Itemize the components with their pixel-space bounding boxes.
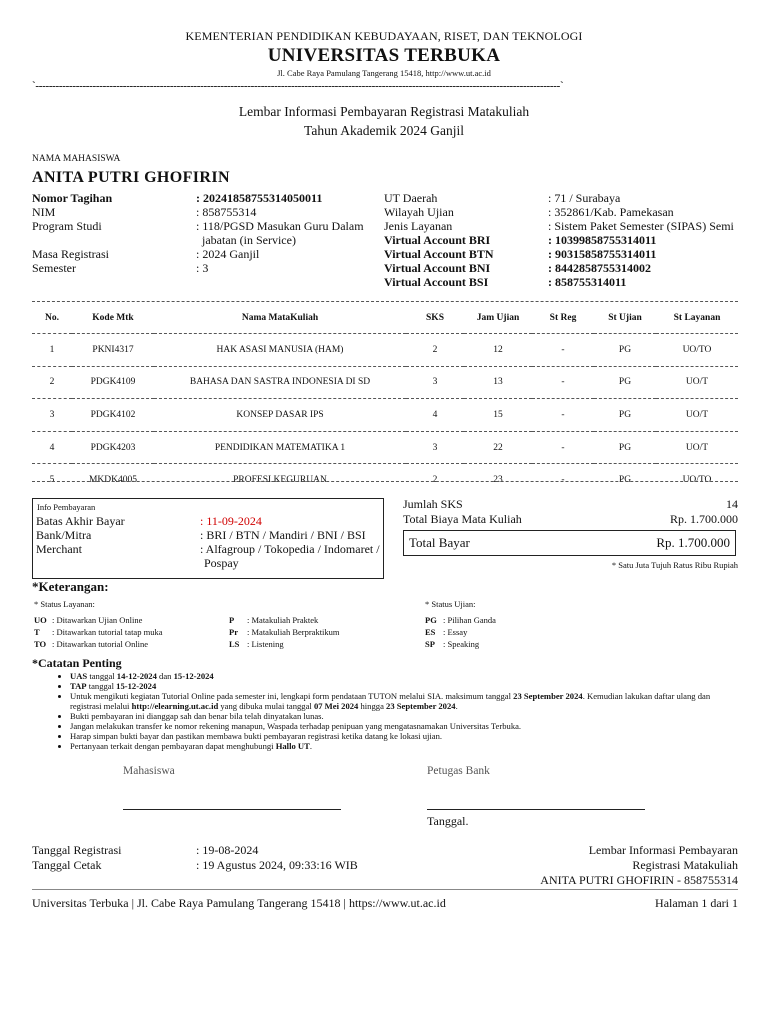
- table-cell: -: [532, 464, 594, 496]
- status-ujian-title: * Status Ujian:: [425, 599, 476, 609]
- legend-item: [229, 614, 340, 626]
- table-cell: 23: [464, 464, 532, 496]
- table-cell: PDGK4109: [72, 366, 154, 399]
- table-cell: -: [532, 431, 594, 464]
- info-row-nim: [32, 205, 372, 219]
- payment-box-title: Info Pembayaran: [37, 502, 96, 512]
- legend-item: [425, 638, 496, 650]
- table-bottom-divider: [32, 481, 738, 482]
- legend-code: LS: [229, 639, 240, 649]
- info-row-va-btn: [384, 247, 738, 261]
- signature-line-bank: [427, 809, 645, 810]
- col-header: St Reg: [549, 313, 577, 323]
- table-cell: 2: [406, 464, 464, 496]
- info-label: NIM: [32, 205, 56, 219]
- note-text: Jangan melakukan transfer ke nomor rekening manapun, Waspada terhadap penipuan yang mengatasnamakan Universitas Terbuka.: [70, 721, 522, 731]
- note-text: 15-12-2024: [116, 681, 157, 691]
- total-bayar-box: [403, 530, 736, 556]
- ujian-legend: [425, 614, 496, 650]
- col-header: Nama MataKuliah: [241, 313, 319, 323]
- table-cell: 4: [32, 431, 72, 464]
- print-date-value: : 19 Agustus 2024, 09:33:16 WIB: [196, 858, 358, 872]
- merchant-value-cont: Pospay: [204, 556, 239, 570]
- left-info-block: [32, 191, 372, 275]
- table-cell: PENDIDIKAN MATEMATIKA 1: [154, 431, 406, 464]
- table-cell: 4: [406, 399, 464, 432]
- info-value: : 858755314: [196, 205, 257, 219]
- total-cost-row: [403, 512, 738, 526]
- legend-desc: : Ditawarkan tutorial Online: [52, 639, 149, 649]
- info-value: : 858755314011: [548, 275, 627, 289]
- info-value: : 2024 Ganjil: [196, 247, 260, 261]
- footer-right-line2: Registrasi Matakuliah: [632, 858, 738, 872]
- deadline-value: : 11-09-2024: [200, 514, 262, 528]
- info-row-nomor-tagihan: [32, 191, 372, 205]
- info-label: Virtual Account BSI: [384, 275, 489, 289]
- table-cell: PROFESI KEGURUAN: [154, 464, 406, 496]
- table-cell: PG: [594, 334, 656, 367]
- table-cell: UO/T: [656, 366, 738, 399]
- signature-line-student: [123, 809, 341, 810]
- cost-value: Rp. 1.700.000: [669, 512, 738, 526]
- course-table: [32, 303, 738, 496]
- student-name: ANITA PUTRI GHOFIRIN: [32, 169, 230, 186]
- table-row: [32, 431, 738, 464]
- info-row-ut-daerah: [384, 191, 738, 205]
- note-text: 14-12-2024: [116, 671, 157, 681]
- legend-code: ES: [425, 627, 436, 637]
- reg-date-value: : 19-08-2024: [196, 843, 259, 857]
- status-layanan-title: * Status Layanan:: [34, 599, 95, 609]
- ministry-name: KEMENTERIAN PENDIDIKAN KEBUDAYAAN, RISET, DAN TEKNOLOGI: [185, 29, 583, 43]
- info-row-va-bni: [384, 261, 738, 275]
- table-cell: 3: [406, 366, 464, 399]
- table-cell: 2: [406, 334, 464, 367]
- table-cell: 5: [32, 464, 72, 496]
- table-cell: PKNI4317: [72, 334, 154, 367]
- payment-row-deadline: [36, 514, 381, 528]
- note-text: TAP: [70, 681, 87, 691]
- table-cell: PG: [594, 366, 656, 399]
- info-row-program-studi: [32, 219, 372, 233]
- bank-label: Bank/Mitra: [36, 528, 92, 542]
- col-header: Kode Mtk: [92, 313, 134, 323]
- info-label: Nomor Tagihan: [32, 191, 113, 205]
- layanan-col2: [229, 614, 340, 650]
- table-top-divider: [32, 301, 738, 302]
- legend-item: [34, 614, 162, 626]
- total-bayar-label: Total Bayar: [409, 535, 470, 550]
- info-value: : 202418587553140500​11: [196, 191, 323, 205]
- note-text: Hallo UT: [275, 741, 310, 751]
- table-cell: UO/TO: [656, 464, 738, 496]
- payment-row-bank: [36, 528, 381, 542]
- table-cell: 2: [32, 366, 72, 399]
- table-header-row: [32, 303, 738, 334]
- table-cell: UO/T: [656, 399, 738, 432]
- note-item: [70, 681, 732, 691]
- note-text: 07 Mei 2024: [313, 701, 359, 711]
- cost-label: Total Biaya Mata Kuliah: [403, 512, 522, 526]
- amount-in-words: * Satu Juta Tujuh Ratus Ribu Rupiah: [611, 560, 738, 570]
- legend-code: SP: [425, 639, 435, 649]
- student-name-label: NAMA MAHASISWA: [32, 154, 121, 164]
- col-header: St Ujian: [608, 313, 642, 323]
- info-label: [32, 233, 202, 247]
- legend-item: [34, 638, 162, 650]
- note-item: [70, 731, 732, 741]
- info-value: : 90315858755314011: [548, 247, 657, 261]
- footer-right-line3: ANITA PUTRI GHOFIRIN - 858755314: [540, 873, 738, 887]
- sks-label: Jumlah SKS: [403, 497, 463, 511]
- table-cell: PG: [594, 399, 656, 432]
- info-row-va-bsi: [384, 275, 738, 289]
- info-row-va-bri: [384, 233, 738, 247]
- note-text: 23 September 2024: [386, 701, 456, 711]
- note-text: 15-12-2024: [173, 671, 214, 681]
- info-label: Jenis Layanan: [384, 219, 453, 233]
- legend-item: [425, 626, 496, 638]
- footer-right-block: [438, 843, 738, 888]
- table-cell: 13: [464, 366, 532, 399]
- info-row-program-studi-cont: [32, 233, 372, 247]
- footer-right-line1: Lembar Informasi Pembayaran: [588, 843, 738, 857]
- footer-divider: [32, 889, 738, 890]
- footer-address: Universitas Terbuka | Jl. Cabe Raya Pamulang Tangerang 15418 | https://www.ut.ac.id: [32, 896, 446, 910]
- table-cell: PG: [594, 464, 656, 496]
- signature-label-bank: Petugas Bank: [427, 765, 490, 777]
- info-value: : 3: [196, 261, 209, 275]
- note-text: hingga: [358, 701, 387, 711]
- legend-code: T: [34, 627, 40, 637]
- note-text: Untuk mengikuti kegiatan Tutorial Online pada semester ini, lengkapi form pendataan TUTON melalui SIA. maksimum tanggal: [70, 691, 514, 701]
- table-row: [32, 464, 738, 496]
- table-cell: HAK ASASI MANUSIA (HAM): [154, 334, 406, 367]
- info-label: UT Daerah: [384, 191, 438, 205]
- info-label: Virtual Account BRI: [384, 233, 491, 247]
- legend-item: [229, 638, 340, 650]
- page-number: Halaman 1 dari 1: [655, 896, 738, 910]
- merchant-label: Merchant: [36, 542, 82, 556]
- table-cell: UO/T: [656, 431, 738, 464]
- note-text: .: [309, 741, 312, 751]
- note-text: .: [455, 701, 458, 711]
- reg-date-row: [32, 843, 358, 858]
- info-value: : 8442858755314002: [548, 261, 651, 275]
- table-cell: -: [532, 334, 594, 367]
- col-header: SKS: [426, 313, 444, 323]
- info-row-semester: [32, 261, 372, 275]
- note-text: tanggal: [86, 681, 117, 691]
- merchant-value: : Alfagroup / Tokopedia / Indomaret /: [200, 542, 380, 556]
- university-name: UNIVERSITAS TERBUKA: [267, 45, 501, 66]
- note-text: tanggal: [87, 671, 117, 681]
- payment-row-merchant-cont: [36, 556, 381, 570]
- col-header: Jam Ujian: [476, 313, 520, 323]
- payment-rows: [36, 514, 381, 570]
- note-text: dan: [156, 671, 174, 681]
- note-text: Pertanyaan terkait dengan pembayaran dapat menghubungi: [70, 741, 276, 751]
- deadline-label: Batas Akhir Bayar: [36, 514, 125, 528]
- info-label: Virtual Account BTN: [384, 247, 494, 261]
- table-cell: PG: [594, 431, 656, 464]
- note-text: 23 September 2024: [513, 691, 583, 701]
- header-separator: `------------------------------------------------------------------------------------------------------------------------------------------------------------`: [32, 80, 564, 92]
- footer-dates: [32, 843, 358, 873]
- info-value: : 71 / Surabaya: [548, 191, 621, 205]
- note-item: [70, 671, 732, 681]
- legend-desc: : Essay: [443, 627, 468, 637]
- table-cell: 15: [464, 399, 532, 432]
- catatan-title: *Catatan Penting: [32, 656, 122, 670]
- note-link[interactable]: http://elearning.ut.ac.id: [131, 701, 219, 711]
- table-cell: -: [532, 366, 594, 399]
- table-cell: KONSEP DASAR IPS: [154, 399, 406, 432]
- note-text: . Kemudian lakukan daftar ulang dan registrasi melalui: [70, 691, 711, 711]
- legend-code: TO: [34, 639, 47, 649]
- payment-info-box: [32, 498, 384, 579]
- legend-code: Pr: [229, 627, 238, 637]
- table-cell: 3: [406, 431, 464, 464]
- right-info-block: [384, 191, 738, 289]
- table-row: [32, 399, 738, 432]
- total-sks-row: [403, 497, 738, 511]
- info-value: : 118/PGSD Masukan Guru Dalam: [196, 219, 364, 233]
- legend-item: [229, 626, 340, 638]
- table-cell: BAHASA DAN SASTRA INDONESIA DI SD: [154, 366, 406, 399]
- note-text: UAS: [70, 671, 88, 681]
- legend-desc: : Listening: [247, 639, 284, 649]
- info-row-jenis-layanan: [384, 219, 738, 233]
- table-cell: 3: [32, 399, 72, 432]
- legend-desc: : Speaking: [443, 639, 480, 649]
- note-item: [70, 741, 732, 751]
- reg-date-label: Tanggal Registrasi: [32, 843, 122, 857]
- university-address: Jl. Cabe Raya Pamulang Tangerang 15418, http://www.ut.ac.id: [277, 68, 491, 78]
- signature-label-student: Mahasiswa: [123, 765, 175, 777]
- layanan-col1: [34, 614, 162, 650]
- info-value: : Sistem Paket Semester (SIPAS) Semi: [548, 219, 734, 233]
- table-cell: 22: [464, 431, 532, 464]
- note-item: [70, 721, 732, 731]
- table-cell: MKDK4005: [72, 464, 154, 496]
- academic-year: Tahun Akademik 2024 Ganjil: [304, 123, 464, 138]
- legend-desc: : Matakuliah Berpraktikum: [247, 627, 340, 637]
- note-item: [70, 711, 732, 721]
- signature-date-label: Tanggal.: [427, 814, 469, 828]
- col-header: No.: [45, 313, 59, 323]
- legend-desc: : Pilihan Ganda: [443, 615, 496, 625]
- table-cell: 12: [464, 334, 532, 367]
- totals-block: [403, 497, 738, 526]
- total-bayar-value: Rp. 1.700.000: [656, 535, 730, 550]
- bank-value: : BRI / BTN / Mandiri / BNI / BSI: [200, 528, 366, 542]
- table-row: [32, 334, 738, 367]
- note-text: yang dibuka mulai tanggal: [218, 701, 314, 711]
- print-date-row: [32, 858, 358, 873]
- table-cell: 1: [32, 334, 72, 367]
- info-label: Masa Registrasi: [32, 247, 109, 261]
- legend-code: UO: [34, 615, 47, 625]
- info-label: Semester: [32, 261, 76, 275]
- table-cell: PDGK4203: [72, 431, 154, 464]
- legend-desc: : Ditawarkan Ujian Online: [52, 615, 143, 625]
- legend-code: P: [229, 615, 235, 625]
- legend-item: [34, 626, 162, 638]
- legend-desc: : Ditawarkan tutorial tatap muka: [52, 627, 163, 637]
- note-item: [70, 691, 732, 711]
- table-cell: -: [532, 399, 594, 432]
- info-row-masa-registrasi: [32, 247, 372, 261]
- spacer: [36, 556, 204, 570]
- info-label: Virtual Account BNI: [384, 261, 491, 275]
- info-row-wilayah-ujian: [384, 205, 738, 219]
- info-value: : 352861/Kab. Pamekasan: [548, 205, 674, 219]
- note-text: Harap simpan bukti bayar dan pastikan membawa bukti pembayaran registrasi ketika datang ke lokasi ujian.: [70, 731, 443, 741]
- note-text: Bukti pembayaran ini dianggap sah dan benar bila telah dinyatakan lunas.: [70, 711, 324, 721]
- legend-desc: : Matakuliah Praktek: [247, 615, 319, 625]
- table-cell: UO/TO: [656, 334, 738, 367]
- info-value: jabatan (in Service): [202, 233, 296, 247]
- col-header: St Layanan: [673, 313, 721, 323]
- keterangan-title: *Keterangan:: [32, 579, 109, 594]
- legend-item: [425, 614, 496, 626]
- print-date-label: Tanggal Cetak: [32, 858, 102, 872]
- table-cell: PDGK4102: [72, 399, 154, 432]
- sks-value: 14: [726, 497, 738, 511]
- catatan-list: [32, 671, 732, 751]
- document-title: Lembar Informasi Pembayaran Registrasi Matakuliah: [238, 104, 530, 119]
- payment-row-merchant: [36, 542, 381, 556]
- legend-code: PG: [425, 615, 437, 625]
- table-row: [32, 366, 738, 399]
- info-label: Wilayah Ujian: [384, 205, 454, 219]
- info-label: Program Studi: [32, 219, 102, 233]
- info-value: : 10399858755314011: [548, 233, 657, 247]
